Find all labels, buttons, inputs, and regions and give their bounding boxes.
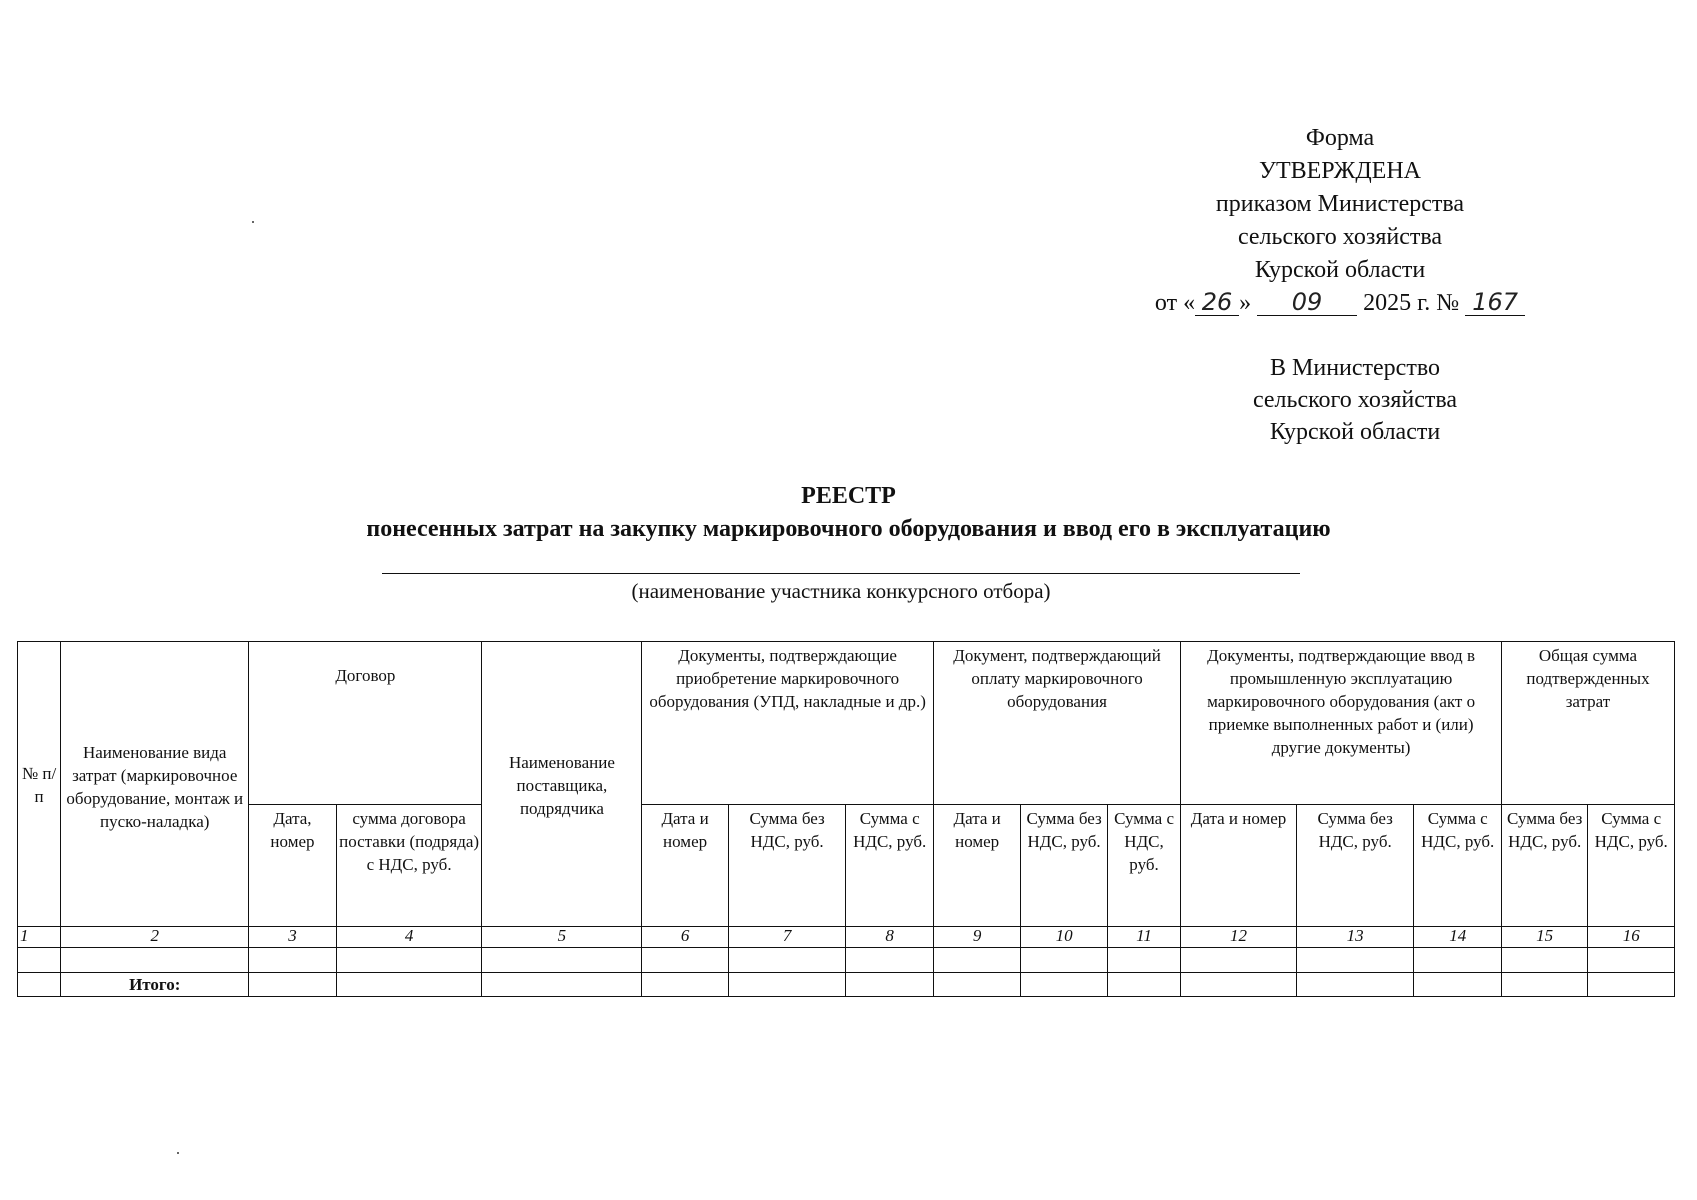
column-number: 15 [1501, 927, 1587, 948]
column-number: 16 [1588, 927, 1675, 948]
addressee-line-3: Курской области [1269, 419, 1441, 445]
column-number: 10 [1021, 927, 1107, 948]
addressee-line-2: сельского хозяйства [1252, 387, 1458, 413]
table-cell [482, 973, 642, 997]
date-year: 2025 г. № [1363, 290, 1460, 316]
table-cell [846, 973, 933, 997]
order-line-3: Курской области [1254, 257, 1426, 283]
table-cell [18, 948, 61, 973]
addressee-line-1: В Министерство [1270, 355, 1440, 381]
scan-speck [252, 221, 254, 223]
column-number: 14 [1414, 927, 1501, 948]
table-cell [728, 973, 846, 997]
table-cell [249, 973, 336, 997]
header-purchase-docs: Документы, подтверждающие приобретение маркировочного оборудования (УПД, накладные и др.) [642, 642, 934, 805]
header-purchase-date: Дата и номер [642, 805, 728, 927]
header-payment-sum-vat: Сумма с НДС, руб. [1107, 805, 1180, 927]
table-cell [642, 948, 728, 973]
table-cell [846, 948, 933, 973]
order-date-line [1100, 287, 1580, 320]
table-cell [1501, 973, 1587, 997]
header-total-no-vat: Сумма без НДС, руб. [1501, 805, 1587, 927]
date-prefix: от « [1154, 290, 1196, 316]
header-purchase-sum-no-vat: Сумма без НДС, руб. [728, 805, 846, 927]
header-total-vat: Сумма с НДС, руб. [1588, 805, 1675, 927]
header-contract-sum: сумма договора поставки (подряда) с НДС, руб. [336, 805, 482, 927]
table-cell [728, 948, 846, 973]
total-row [18, 973, 1675, 997]
column-number: 2 [61, 927, 249, 948]
header-contract-date: Дата, номер [249, 805, 336, 927]
header-contract: Договор [249, 642, 482, 805]
header-payment-doc: Документ, подтверждающий оплату маркировочного оборудования [933, 642, 1180, 805]
table-cell [642, 973, 728, 997]
table-cell [1588, 948, 1675, 973]
table-row [18, 948, 1675, 973]
participant-name-caption: (наименование участника конкурсного отбора) [631, 579, 1051, 603]
column-number: 4 [336, 927, 482, 948]
table-cell [1296, 973, 1414, 997]
table-cell [1181, 973, 1297, 997]
date-quote-close: » [1239, 290, 1252, 316]
column-number: 8 [846, 927, 933, 948]
column-number: 13 [1296, 927, 1414, 948]
table-cell [1501, 948, 1587, 973]
column-number: 1 [18, 927, 61, 948]
document-subtitle: понесенных затрат на закупку маркировочного оборудования и ввод его в эксплуатацию [366, 516, 1331, 542]
participant-name-line [382, 573, 1300, 574]
table-cell [1021, 948, 1107, 973]
table-cell [336, 948, 482, 973]
addressee-block [1180, 352, 1530, 448]
table-cell [1107, 973, 1180, 997]
order-number: 167 [1465, 289, 1525, 316]
order-line-1: приказом Министерства [1215, 191, 1465, 217]
document-title-block [0, 480, 1697, 546]
table-cell [1107, 948, 1180, 973]
header-payment-sum-no-vat: Сумма без НДС, руб. [1021, 805, 1107, 927]
table-cell [1296, 948, 1414, 973]
header-commission-date: Дата и номер [1181, 805, 1297, 927]
table-cell [61, 948, 249, 973]
column-number: 3 [249, 927, 336, 948]
form-label: Форма [1305, 125, 1375, 151]
document-title: РЕЕСТР [801, 483, 896, 509]
column-number: 6 [642, 927, 728, 948]
table-cell [933, 973, 1020, 997]
column-number: 9 [933, 927, 1020, 948]
header-commission-docs: Документы, подтверждающие ввод в промышленную эксплуатацию маркировочного оборудования (акт о приемке выполненных работ и (или) другие документы) [1181, 642, 1502, 805]
table-cell [336, 973, 482, 997]
column-number: 12 [1181, 927, 1297, 948]
approved-label: УТВЕРЖДЕНА [1258, 158, 1422, 184]
header-purchase-sum-vat: Сумма с НДС, руб. [846, 805, 933, 927]
header-cost-type: Наименование вида затрат (маркировочное оборудование, монтаж и пуско-наладка) [61, 642, 249, 927]
expense-registry-table [17, 641, 1675, 997]
table-cell [1588, 973, 1675, 997]
column-number: 7 [728, 927, 846, 948]
header-commission-sum-no-vat: Сумма без НДС, руб. [1296, 805, 1414, 927]
header-total-sum: Общая сумма подтвержденных затрат [1501, 642, 1674, 805]
table-cell [249, 948, 336, 973]
order-line-2: сельского хозяйства [1237, 224, 1443, 250]
header-num: № п/п [18, 642, 61, 927]
table-cell [933, 948, 1020, 973]
table-cell [18, 973, 61, 997]
scan-speck [177, 1152, 179, 1154]
table-cell [482, 948, 642, 973]
date-day: 26 [1195, 289, 1239, 316]
column-number-row [18, 927, 1675, 948]
approval-stamp-block [1100, 122, 1580, 320]
table-cell [1414, 973, 1501, 997]
date-month: 09 [1257, 289, 1357, 316]
total-label: Итого: [61, 973, 249, 997]
header-payment-date: Дата и номер [933, 805, 1020, 927]
header-commission-sum-vat: Сумма с НДС, руб. [1414, 805, 1501, 927]
table-cell [1414, 948, 1501, 973]
header-supplier: Наименование поставщика, подрядчика [482, 642, 642, 927]
table-cell [1181, 948, 1297, 973]
table-cell [1021, 973, 1107, 997]
column-number: 5 [482, 927, 642, 948]
column-number: 11 [1107, 927, 1180, 948]
